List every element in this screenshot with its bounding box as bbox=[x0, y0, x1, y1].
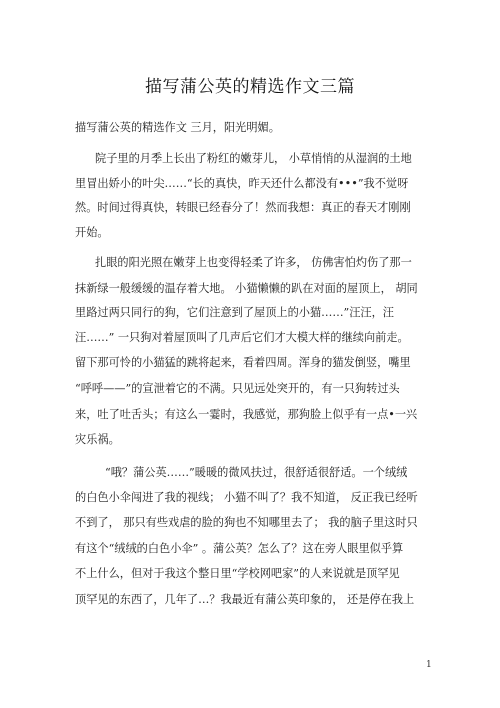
paragraph-line: 灾乐祸。 bbox=[75, 433, 120, 446]
paragraph-line: 扎眼的阳光照在嫩芽上也变得轻柔了许多， 仿佛害怕灼伤了那一 bbox=[95, 256, 412, 269]
paragraph-line: 的白色小伞闯进了我的视线； 小猫不叫了？我不知道， 反正我已经听 bbox=[75, 491, 418, 504]
document-title: 描写蒲公英的精选作文三篇 bbox=[145, 77, 355, 97]
page-number: 1 bbox=[426, 660, 432, 670]
paragraph-line: 有这个“绒绒的白色小伞” 。蒲公英？怎么了？这在旁人眼里似乎算 bbox=[75, 542, 404, 555]
paragraph-line: 里路过两只同行的狗，它们注意到了屋顶上的小猫……”汪汪，汪 bbox=[75, 306, 394, 319]
paragraph-line: 留下那可怜的小猫猛的跳将起来，看着四周。浑身的猫发倒竖，嘴里 bbox=[75, 356, 411, 369]
paragraph-line: 抹新绿一般缓缓的温存着大地。 小猫懒懒的趴在对面的屋顶上， 胡同 bbox=[75, 282, 418, 295]
paragraph-line: 描写蒲公英的精选作文 三月，阳光明媚。 bbox=[75, 121, 280, 134]
paragraph-line: 来，吐了吐舌头；有这么一霎时，我感觉，那狗脸上似乎有一点•一兴 bbox=[75, 408, 418, 421]
paragraph-line: 院子里的月季上长出了粉红的嫩芽儿， 小草悄悄的从湿润的土地 bbox=[95, 152, 412, 165]
paragraph-line: 不上什么，但对于我这个整日里“学校网吧家”的人来说就是顶罕见 bbox=[75, 567, 400, 580]
paragraph-line: 不到了， 那只有些戏虐的脸的狗也不知哪里去了； 我的脑子里这时只 bbox=[75, 516, 418, 529]
paragraph-line: “哦？蒲公英……”暖暖的微风扶过，很舒适很舒适。一个绒绒 bbox=[105, 466, 408, 479]
paragraph-line: 汪……” 一只狗对着屋顶叫了几声后它们才大模大样的继续向前走。 bbox=[75, 331, 409, 344]
paragraph-line: 顶罕见的东西了，几年了…？我最近有蒲公英印象的， 还是停在我上 bbox=[75, 593, 415, 606]
paragraph-line: 开始。 bbox=[75, 226, 109, 239]
paragraph-line: “呼呼——”的宣泄着它的不满。只见远处突开的，有一只狗转过头 bbox=[75, 382, 400, 395]
paragraph-line: 里冒出娇小的叶尖……“长的真快，昨天还什么都没有•••”我不觉呀 bbox=[75, 177, 409, 190]
paragraph-line: 然。时间过得真快，转眼已经春分了！然而我想：真正的春天才刚刚 bbox=[75, 201, 411, 214]
